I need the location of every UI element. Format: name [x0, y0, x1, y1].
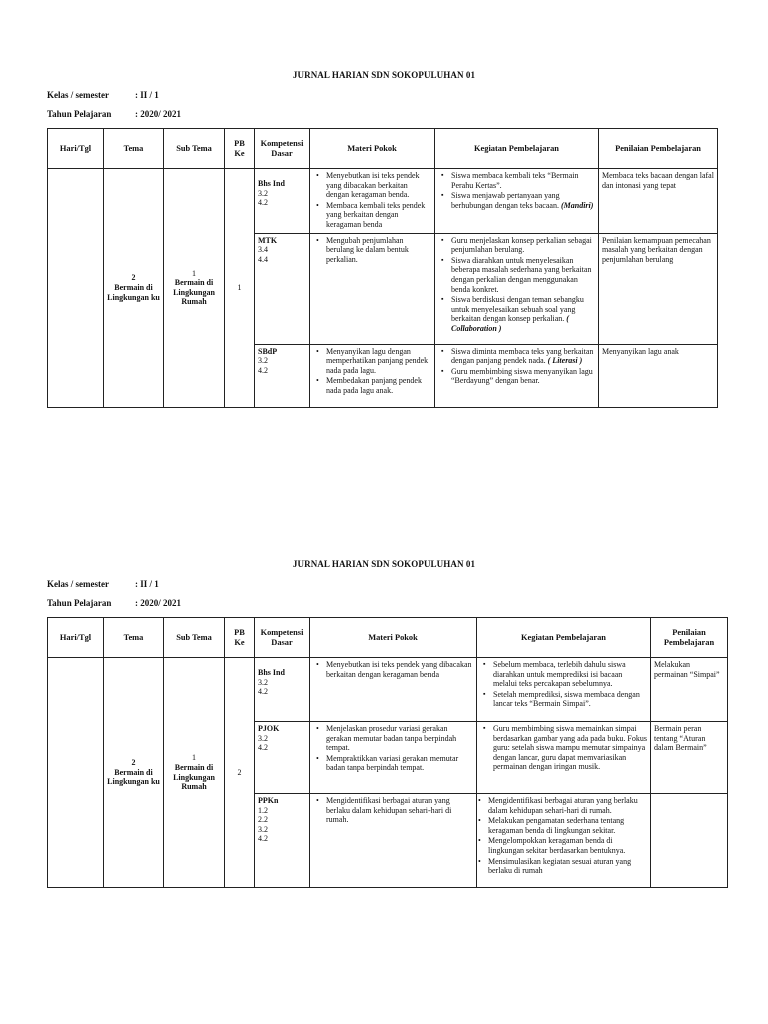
subject-name: MTK: [258, 235, 278, 245]
list-item: • Menyanyikan lagu dengan memperhatikan panjang pendek nada pada lagu.: [326, 347, 431, 376]
kd-cell: [255, 722, 310, 794]
materi-cell: [310, 722, 477, 794]
penilaian-cell: Bermain peran tentang “Aturan dalam Bermain”: [651, 722, 728, 794]
journal-table: [47, 128, 718, 408]
kd-code: 1.2: [258, 805, 268, 815]
kd-cell: [255, 344, 310, 407]
pb-cell: 2: [225, 658, 255, 888]
list-item-text: Siswa diminta membaca teks yang berkaitan dengan panjang pendek nada.: [451, 346, 594, 366]
tahun-line: [47, 109, 181, 119]
header-penilaian: Penilaian Pembelajaran: [599, 129, 718, 169]
header-tema: Tema: [104, 129, 164, 169]
header-kd: Kompetensi Dasar: [255, 129, 310, 169]
penilaian-cell: Penilaian kemampuan pemecahan masalah yang berkaitan dengan penjumlahan berulang: [599, 233, 718, 344]
penilaian-cell: Melakukan permainan “Simpai”: [651, 658, 728, 722]
header-kd: Kompetensi Dasar: [255, 618, 310, 658]
kd-cell: [255, 233, 310, 344]
list-item: • Membaca kembali teks pendek yang berkaitan dengan keragaman benda: [326, 201, 431, 230]
kelas-value: : II / 1: [135, 90, 159, 100]
method-tag: (Mandiri): [560, 200, 594, 210]
tahun-line: [47, 598, 181, 608]
list-item: • Mempraktikkan variasi gerakan memutar badan tanpa berpindah tempat.: [326, 754, 473, 773]
list-item: • Mengelompokkan keragaman benda di lingkungan sekitar berdasarkan bentuknya.: [488, 836, 647, 855]
kegiatan-cell: [477, 658, 651, 722]
pb-cell: 1: [225, 169, 255, 408]
kelas-line: [47, 579, 159, 589]
subject-name: Bhs Ind: [258, 179, 285, 188]
list-item: • Melakukan pengamatan sederhana tentang keragaman benda di lingkungan sekitar.: [488, 816, 647, 835]
header-tema: Tema: [104, 618, 164, 658]
kegiatan-cell: [435, 233, 599, 344]
list-item: ▪ Guru membimbing siswa memainkan simpai berdasarkan gambar yang ada pada buku. Fokus guru: setelah siswa mampu memutar simpainya dengan lancar, guru dapat memvariasikan permainan dengan iringan musik.: [493, 724, 647, 772]
kd-code: 4.2: [258, 365, 268, 375]
list-item: [451, 347, 595, 366]
journal-table: [47, 617, 728, 888]
kelas-value: : II / 1: [135, 579, 159, 589]
list-item: ▪ Setelah memprediksi, siswa membaca dengan lancar teks “Bermain Simpai”.: [493, 690, 647, 709]
kd-code: 3.2: [258, 356, 268, 366]
penilaian-cell: Membaca teks bacaan dengan lafal dan intonasi yang tepat: [599, 169, 718, 234]
subtema-name: Bermain di Lingkungan Rumah: [173, 278, 215, 307]
kd-code: 4.2: [258, 687, 268, 697]
kd-code: 4.2: [258, 834, 268, 844]
list-item: • Mengubah penjumlahan berulang ke dalam bentuk perkalian.: [326, 236, 431, 265]
journal-title: JURNAL HARIAN SDN SOKOPULUHAN 01: [292, 559, 476, 569]
subtema-name: Bermain di Lingkungan Rumah: [173, 762, 215, 792]
list-item: • Menyebutkan isi teks pendek yang dibacakan berkaitan dengan keragaman benda.: [326, 171, 431, 200]
kd-cell: [255, 794, 310, 888]
list-item: ▪ Guru menjelaskan konsep perkalian sebagai penjumlahan berulang.: [451, 236, 595, 255]
header-materi: Materi Pokok: [310, 618, 477, 658]
tema-name: Bermain di Lingkungan ku: [107, 767, 160, 787]
materi-cell: [310, 233, 435, 344]
materi-cell: [310, 658, 477, 722]
header-penilaian: Penilaian Pembelajaran: [651, 618, 728, 658]
subject-name: PJOK: [258, 724, 280, 733]
list-item: • Menyebutkan isi teks pendek yang dibacakan berkaitan dengan keragaman benda: [326, 660, 473, 679]
subject-name: SBdP: [258, 346, 278, 356]
list-item: • Mengidentifikasi berbagai aturan yang berlaku dalam kehidupan sehari-hari di rumah.: [326, 796, 473, 825]
journal-title: JURNAL HARIAN SDN SOKOPULUHAN 01: [292, 70, 476, 80]
tema-name: Bermain di Lingkungan ku: [107, 282, 160, 302]
kelas-line: [47, 90, 159, 100]
subtema-cell: [164, 658, 225, 888]
tema-number: 2: [131, 273, 136, 283]
kegiatan-cell: [477, 794, 651, 888]
header-pb: PB Ke: [225, 618, 255, 658]
list-item: • Mengidentifikasi berbagai aturan yang berlaku dalam kehidupan sehari-hari di rumah.: [488, 796, 647, 815]
subject-name: PPKn: [258, 796, 279, 805]
header-subtema: Sub Tema: [164, 129, 225, 169]
tema-cell: [104, 169, 164, 408]
list-item: • Membedakan panjang pendek nada pada lagu anak.: [326, 376, 431, 395]
tahun-value: : 2020/ 2021: [135, 109, 181, 119]
kegiatan-cell: [477, 722, 651, 794]
list-item: [451, 295, 595, 333]
method-tag: ( Collaboration ): [451, 314, 569, 333]
header-subtema: Sub Tema: [164, 618, 225, 658]
penilaian-cell: [651, 794, 728, 888]
header-kegiatan: Kegiatan Pembelajaran: [477, 618, 651, 658]
tahun-label: Tahun Pelajaran: [47, 109, 112, 119]
list-item: • Mensimulasikan kegiatan sesuai aturan yang berlaku di rumah: [488, 857, 647, 876]
list-item: [451, 191, 595, 210]
kegiatan-cell: [435, 344, 599, 407]
list-item: ▪ Guru membimbing siswa menyanyikan lagu “Berdayung” dengan benar.: [451, 367, 595, 386]
tema-cell: [104, 658, 164, 888]
subtema-cell: [164, 169, 225, 408]
header-hari: Hari/Tgl: [48, 618, 104, 658]
hari-cell: [48, 169, 104, 408]
kd-code: 4.2: [258, 743, 268, 753]
kd-code: 4.2: [258, 198, 268, 208]
list-item-text: Siswa berdiskusi dengan teman sebangku untuk menyelesaikan sebuah soal yang berkaitan dengan konsep perkalian.: [451, 295, 584, 324]
tahun-value: : 2020/ 2021: [135, 598, 181, 608]
kd-code: 3.2: [258, 733, 268, 743]
header-pb: PB Ke: [225, 129, 255, 169]
list-item: ▪ Siswa diarahkan untuk menyelesaikan beberapa masalah sederhana yang berkaitan dengan perkalian dengan menggunakan benda konkret.: [451, 256, 595, 294]
subtema-number: 1: [192, 268, 196, 278]
kd-cell: [255, 169, 310, 234]
header-kegiatan: Kegiatan Pembelajaran: [435, 129, 599, 169]
penilaian-cell: Menyanyikan lagu anak: [599, 344, 718, 407]
tahun-label: Tahun Pelajaran: [47, 598, 112, 608]
header-row: [48, 618, 728, 658]
kd-code: 3.4: [258, 245, 268, 255]
header-row: [48, 129, 718, 169]
header-hari: Hari/Tgl: [48, 129, 104, 169]
subject-name: Bhs Ind: [258, 668, 285, 677]
hari-cell: [48, 658, 104, 888]
list-item: ▪ Sebelum membaca, terlebih dahulu siswa diarahkan untuk memprediksi isi bacaan melalui teks percakapan sebelumnya.: [493, 660, 647, 689]
kd-code: 3.2: [258, 824, 268, 834]
kd-code: 3.2: [258, 188, 268, 198]
materi-cell: [310, 344, 435, 407]
list-item: • Menjelaskan prosedur variasi gerakan gerakan memutar badan tanpa berpindah tempat.: [326, 724, 473, 753]
header-materi: Materi Pokok: [310, 129, 435, 169]
method-tag: ( Literasi ): [547, 356, 583, 366]
materi-cell: [310, 169, 435, 234]
subtema-number: 1: [192, 753, 196, 763]
kd-cell: [255, 658, 310, 722]
list-item-text: Siswa menjawab pertanyaan yang berhubungan dengan teks bacaan.: [451, 191, 560, 210]
list-item: ▪ Siswa membaca kembali teks “Bermain Perahu Kertas”.: [451, 171, 595, 190]
kd-code: 2.2: [258, 815, 268, 825]
table-row: [48, 658, 728, 722]
tema-number: 2: [131, 758, 136, 768]
kd-code: 3.2: [258, 677, 268, 687]
kegiatan-cell: [435, 169, 599, 234]
kelas-label: Kelas / semester: [47, 90, 109, 100]
kelas-label: Kelas / semester: [47, 579, 109, 589]
table-row: [48, 169, 718, 234]
materi-cell: [310, 794, 477, 888]
kd-code: 4.4: [258, 254, 268, 264]
